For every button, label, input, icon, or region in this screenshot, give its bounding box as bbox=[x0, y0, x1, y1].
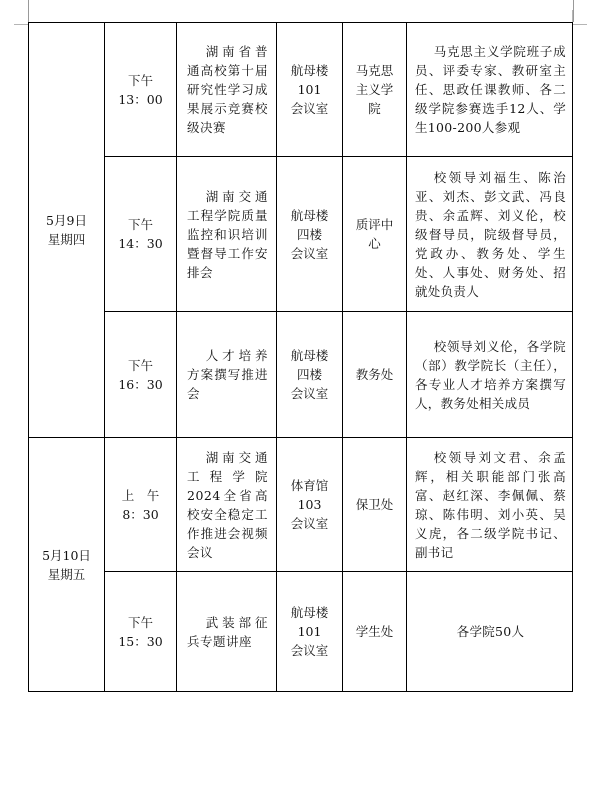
attendees-text: 校领导刘福生、陈治亚、刘杰、彭文武、冯良贵、余孟辉、刘义伦，校级督导员，院级督导员，党政办、教务处、学生处、人事处、财务处、招就处负责人 bbox=[415, 169, 566, 299]
time-period: 下午 bbox=[127, 72, 153, 88]
event-cell bbox=[177, 157, 277, 312]
place-cell bbox=[277, 23, 343, 157]
organizer-name: 学生处 bbox=[355, 624, 394, 639]
date-label: 5月10日 bbox=[42, 547, 91, 563]
attendees-cell bbox=[407, 312, 573, 438]
place-type: 会议室 bbox=[290, 643, 329, 658]
date-label: 5月9日 bbox=[46, 213, 87, 228]
table-row bbox=[29, 23, 573, 157]
table-row bbox=[29, 312, 573, 438]
time-period: 上 午 bbox=[121, 487, 160, 503]
attendees-text: 各学院50人 bbox=[456, 624, 525, 639]
time-cell bbox=[105, 312, 177, 438]
time-period: 下午 bbox=[127, 614, 153, 630]
attendees-text: 马克思主义学院班子成员、评委专家、教研室主任、思政任课教师、各二级学院参赛选手12人、学生100-200人参观 bbox=[415, 44, 566, 135]
organizer-cell bbox=[343, 157, 407, 312]
event-cell bbox=[177, 438, 277, 572]
table-row bbox=[29, 572, 573, 692]
place-room: 103 bbox=[297, 497, 322, 512]
place-cell bbox=[277, 572, 343, 692]
time-value: 16：30 bbox=[118, 376, 163, 392]
event-cell bbox=[177, 23, 277, 157]
time-value: 8：30 bbox=[122, 506, 159, 522]
place-room: 101 bbox=[297, 624, 322, 639]
place-building: 航母楼 bbox=[290, 605, 329, 620]
time-period: 下午 bbox=[127, 217, 153, 232]
organizer-cell bbox=[343, 23, 407, 157]
event-cell bbox=[177, 572, 277, 692]
organizer-cell bbox=[343, 312, 407, 438]
weekday-label: 星期五 bbox=[47, 566, 86, 582]
date-cell bbox=[29, 438, 105, 692]
page-corner-mark-right bbox=[572, 10, 587, 25]
place-building: 航母楼 bbox=[290, 348, 329, 363]
attendees-cell bbox=[407, 157, 573, 312]
organizer-cell bbox=[343, 572, 407, 692]
organizer-name: 保卫处 bbox=[355, 497, 394, 512]
event-title: 湖南省普通高校第十届研究性学习成果展示竞赛校级决赛 bbox=[187, 44, 268, 135]
weekday-label: 星期四 bbox=[47, 232, 86, 247]
attendees-text: 校领导刘义伦，各学院（部）教学院长（主任），各专业人才培养方案撰写人，教务处相关成员 bbox=[415, 338, 566, 411]
time-cell bbox=[105, 23, 177, 157]
place-cell bbox=[277, 157, 343, 312]
place-cell bbox=[277, 438, 343, 572]
event-cell bbox=[177, 312, 277, 438]
attendees-cell bbox=[407, 23, 573, 157]
time-cell bbox=[105, 157, 177, 312]
place-building: 航母楼 bbox=[290, 207, 329, 223]
time-period: 下午 bbox=[127, 357, 153, 373]
place-room: 四楼 bbox=[296, 367, 322, 382]
organizer-name: 质评中心 bbox=[355, 217, 394, 251]
place-cell bbox=[277, 312, 343, 438]
attendees-cell bbox=[407, 572, 573, 692]
table-row bbox=[29, 157, 573, 312]
event-title: 湖南交通工程学院质量监控和识培训暨督导工作安排会 bbox=[187, 188, 268, 280]
place-type: 会议室 bbox=[290, 386, 329, 401]
time-cell bbox=[105, 572, 177, 692]
page-corner-mark-left bbox=[14, 10, 29, 25]
place-type: 会议室 bbox=[290, 516, 329, 531]
organizer-cell bbox=[343, 438, 407, 572]
table-top-continuation bbox=[28, 0, 574, 22]
attendees-text: 校领导刘文君、余孟辉，相关职能部门张高富、赵红深、李佩佩、蔡琼、陈伟明、刘小英、吴义虎，各二级学院书记、副书记 bbox=[415, 449, 566, 560]
event-title: 人才培养方案撰写推进会 bbox=[187, 348, 268, 401]
organizer-name: 教务处 bbox=[355, 367, 394, 382]
place-type: 会议室 bbox=[290, 245, 329, 261]
time-value: 15：30 bbox=[118, 633, 163, 649]
time-value: 14：30 bbox=[118, 236, 163, 251]
attendees-cell bbox=[407, 438, 573, 572]
organizer-name: 马克思主义学院 bbox=[355, 63, 394, 116]
schedule-table bbox=[28, 22, 573, 692]
time-value: 13：00 bbox=[118, 91, 163, 107]
event-title: 湖南交通工程学院2024全省高校安全稳定工作推进会视频会议 bbox=[187, 449, 268, 560]
place-building: 航母楼 bbox=[290, 63, 329, 78]
date-cell bbox=[29, 23, 105, 438]
place-building: 体育馆 bbox=[290, 478, 329, 493]
event-title: 武装部征兵专题讲座 bbox=[187, 614, 268, 649]
place-type: 会议室 bbox=[290, 101, 329, 116]
place-room: 四楼 bbox=[296, 226, 322, 242]
place-room: 101 bbox=[297, 82, 322, 97]
time-cell bbox=[105, 438, 177, 572]
table-row bbox=[29, 438, 573, 572]
